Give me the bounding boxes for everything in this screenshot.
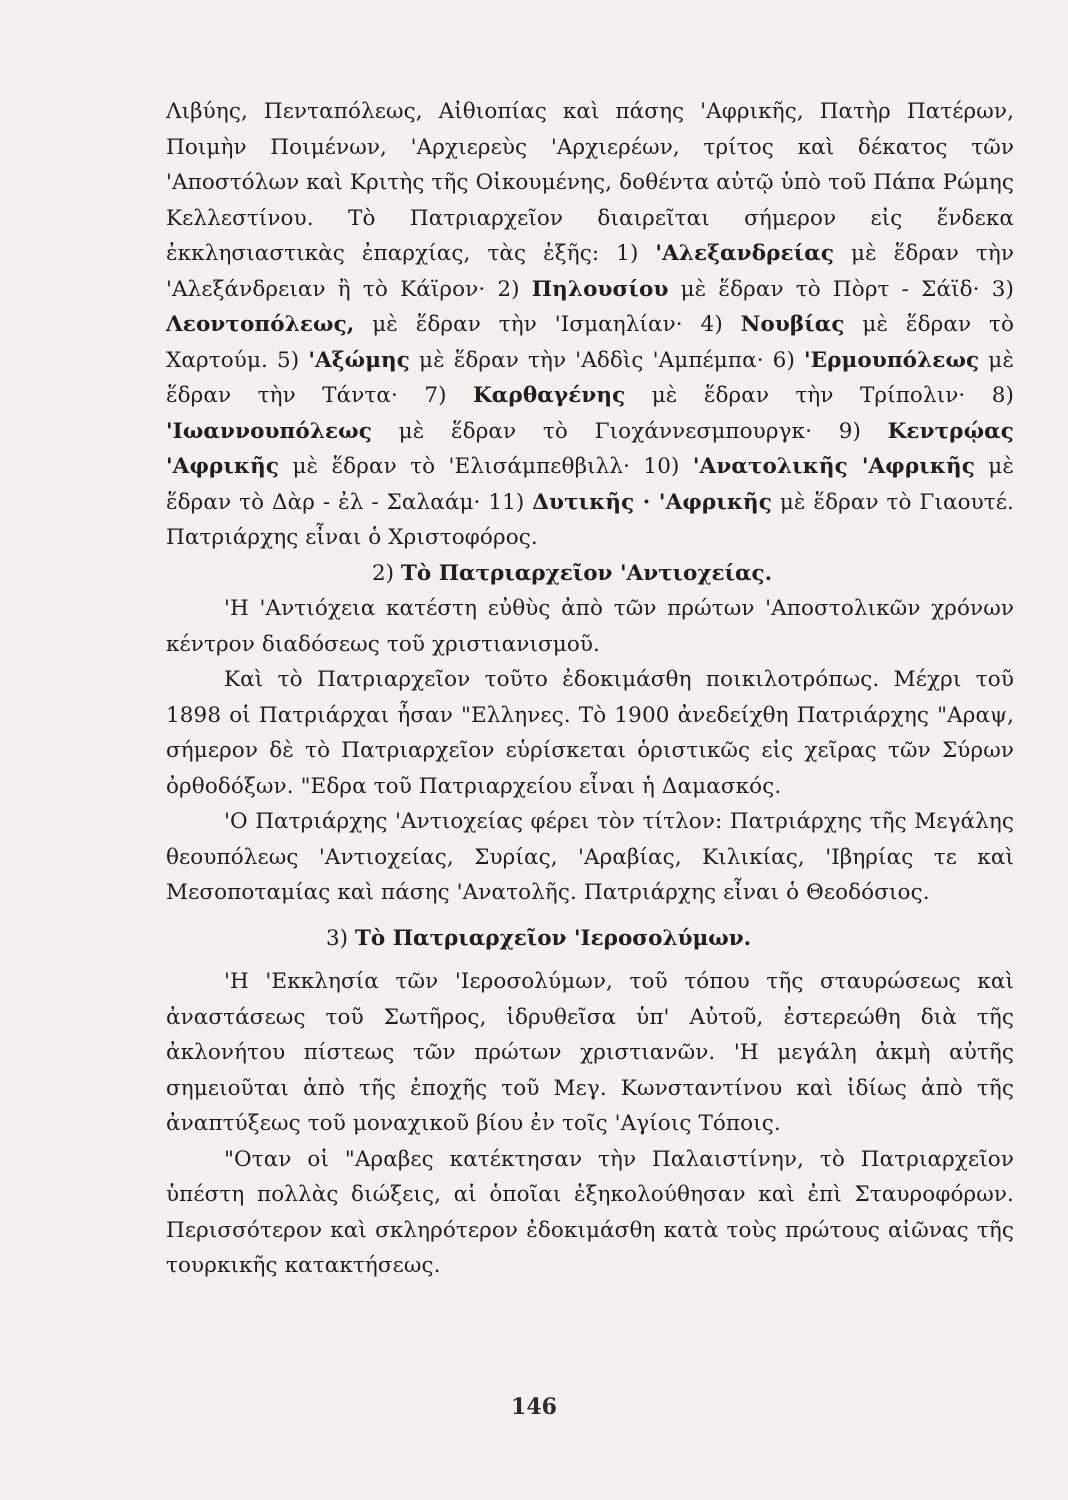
bold-province-name: 'Ερμουπόλεως — [803, 347, 980, 373]
section-heading-antioch — [166, 556, 1014, 592]
section-number: 3) — [326, 925, 349, 951]
section-heading-jerusalem — [166, 921, 1014, 957]
text-run: μὲ ἕδραν τὸ Χαρτούμ. 5) — [166, 312, 1014, 373]
bold-province-name: 'Ιωαννουπόλεως — [166, 418, 372, 444]
bold-province-name: 'Ανατολικῆς 'Αφρικῆς — [692, 454, 975, 479]
text-run: μὲ ἕδραν τὴν 'Ισμαηλίαν· 4) — [354, 312, 741, 337]
text-run: μὲ ἕδραν τὸ Γιοχάννεσμπουργκ· 9) — [371, 418, 888, 444]
text-run: μὲ ἕδραν τὴν 'Αλεξάνδρειαν ἢ τὸ Κάϊρον· 2) — [166, 241, 1014, 302]
text-run: Λιβύης, Πενταπόλεως, Αἰθιοπίας καὶ πάσης 'Αφρικῆς, Πατὴρ Πατέρων, Ποιμὴν Ποιμένων, 'Αρχιερεὺς 'Αρχιερέων, τρίτος καὶ δέκατος τῶν 'Αποστόλων καὶ Κριτὴς τῆς Οἰκουμένης, δοθέντα αὐτῷ ὑπὸ τοῦ Πάπα Ρώμης Κελλεστίνου. Τὸ Πατριαρχεῖον διαιρεῖται σήμερον εἰς ἕνδεκα ἐκκλησιαστικὰς ἐπαρχίας, τὰς ἑξῆς: 1) — [166, 99, 1014, 266]
paragraph-antioch-history: Καὶ τὸ Πατριαρχεῖον τοῦτο ἐδοκιμάσθη ποικιλοτρόπως. Μέχρι τοῦ 1898 οἱ Πατριάρχαι ἦσαν "Ελληνες. Τὸ 1900 ἀνεδείχθη Πατριάρχης "Αραψ, σήμερον δὲ τὸ Πατριαρχεῖον εὑρίσκεται ὁριστικῶς εἰς χεῖρας τῶν Σύρων ὀρθοδόξων. "Εδρα τοῦ Πατριαρχείου εἶναι ἡ Δαμασκός. — [166, 667, 1014, 799]
paragraph-antioch-center: 'Η 'Αντιόχεια κατέστη εὐθὺς ἀπὸ τῶν πρώτων 'Αποστολικῶν χρόνων κέντρον διαδόσεως τοῦ χριστιανισμοῦ. — [166, 596, 1014, 657]
paragraph-jerusalem-persecutions: "Οταν οἱ "Αραβες κατέκτησαν τὴν Παλαιστίνην, τὸ Πατριαρχεῖον ὑπέστη πολλὰς διώξεις, αἱ ὁποῖαι ἐξηκολούθησαν καὶ ἐπὶ Σταυροφόρων. Περισσότερον καὶ σκληρότερον ἐδοκιμάσθη κατὰ τοὺς πρώτους αἰῶνας τῆς τουρκικῆς κατακτήσεως. — [166, 1146, 1014, 1278]
paragraph-jerusalem-church: 'Η 'Εκκλησία τῶν 'Ιεροσολύμων, τοῦ τόπου τῆς σταυρώσεως καὶ ἀναστάσεως τοῦ Σωτῆρος, ἱδρυθεῖσα ὑπ' Αὐτοῦ, ἐστερεώθη διὰ τῆς ἀκλονήτου πίστεως τῶν πρώτων χριστιανῶν. 'Η μεγάλη ἀκμὴ αὐτῆς σημειοῦται ἀπὸ τῆς ἐποχῆς τοῦ Μεγ. Κωνσταντίνου καὶ ἰδίως ἀπὸ τῆς ἀναπτύξεως τοῦ μοναχικοῦ βίου ἐν τοῖς 'Αγίοις Τόποις. — [166, 969, 1014, 1136]
page-number: 146 — [511, 1394, 557, 1420]
bold-province-name: 'Αλεξανδρείας — [655, 241, 835, 266]
paragraph-antioch-title: 'Ο Πατριάρχης 'Αντιοχείας φέρει τὸν τίτλον: Πατριάρχης τῆς Μεγάλης θεουπόλεως 'Αντιοχείας, Συρίας, 'Αραβίας, Κιλικίας, 'Ιβηρίας τε καὶ Μεσοποταμίας καὶ πάσης 'Ανατολῆς. Πατριάρχης εἶναι ὁ Θεοδόσιος. — [166, 809, 1014, 905]
bold-province-name: Πηλουσίου — [531, 276, 669, 302]
bold-province-name: Δυτικῆς · 'Αφρικῆς — [532, 489, 772, 515]
paragraph-alexandria-provinces — [166, 94, 1014, 556]
bold-province-name: Κεντρῴας 'Αφρικῆς — [166, 418, 1014, 479]
section-title: Τὸ Πατριαρχεῖον 'Ιεροσολύμων. — [354, 925, 752, 951]
bold-province-name: Καρθαγένης — [473, 383, 626, 408]
text-run: μὲ ἕδραν τὴν Τάντα· 7) — [166, 347, 1014, 408]
text-run: μὲ ἕδραν τὸ Γιαουτέ. Πατριάρχης εἶναι ὁ Χριστοφόρος. — [166, 489, 1014, 550]
section-number: 2) — [372, 560, 395, 586]
page-text — [166, 94, 1014, 1284]
bold-province-name: Λεοντοπόλεως, — [166, 312, 355, 337]
bold-province-name: Νουβίας — [740, 312, 845, 337]
text-run: μὲ ἕδραν τὸ Δὰρ - ἐλ - Σαλαάμ· 11) — [166, 454, 1014, 515]
text-run: μὲ ἕδραν τὸ 'Ελισάμπεθβιλλ· 10) — [279, 454, 693, 479]
section-title: Τὸ Πατριαρχεῖον 'Αντιοχείας. — [400, 560, 773, 586]
text-run: μὲ ἕδραν τὴν 'Αδδὶς 'Αμπέμπα· 6) — [409, 347, 804, 373]
text-run: μὲ ἕδραν τὴν Τρίπολιν· 8) — [625, 383, 1014, 408]
text-run: μὲ ἕδραν τὸ Πὸρτ - Σάϊδ· 3) — [668, 276, 1014, 302]
bold-province-name: 'Αξώμης — [308, 347, 410, 373]
